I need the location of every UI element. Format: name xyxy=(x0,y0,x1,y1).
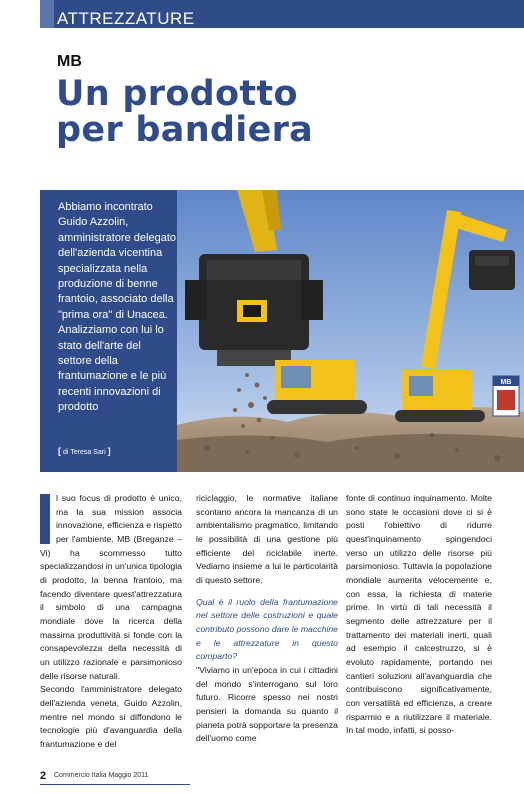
paragraph: Secondo l'amministratore delegato dell'azienda veneta, Guido Azzolin, mentre nel mondo si diffondono le tecnologie più d'avanguardia della frantumazione e del xyxy=(40,684,182,749)
page-footer xyxy=(40,768,524,788)
article-kicker: MB xyxy=(57,53,82,70)
magazine-name: Commercio Italia Maggio 2011 xyxy=(54,772,149,779)
left-excavator-body xyxy=(267,360,367,414)
byline xyxy=(58,446,111,456)
hero xyxy=(40,190,524,472)
column-3 xyxy=(346,492,492,738)
page-number: 2 xyxy=(40,770,47,782)
byline-text: di Teresa Sari xyxy=(62,449,106,456)
section-label: ATTREZZATURE xyxy=(57,9,195,28)
paragraph: l suo focus di prodotto è unico, ma la sua mission associa innovazione, efficienza e rispetto per l'ambiente. MB (Breganze – Vi) ha scommesso tutto specializzandosi in un'unica tipologia di prodotto, la benna frantoio, ma facendo diventare quest'attrezzatura il simbolo di una campagna mondiale dove la ricerca della massima produttività si fonde con la consapevolezza della necessità di un utilizzo razionale e parsimonioso delle risorse naturali. xyxy=(40,493,182,681)
article-headline xyxy=(56,76,313,148)
paragraph: fonte di continuo inquinamento. Molte sono state le occasioni dove ci si è posti l'obiettivo di ridurre quest'inquinamento spingendoci verso un utilizzo delle risorse più parsimonioso. Tuttavia la popolazione mondiale aumenta velocemente e, con essa, la richiesta di materie prime. In virtù di tali necessità il segmento delle attrezzature per il trattamento dei materiali inerti, quali ad esempio il calcestruzzo, si è evoluto rapidamente, portando nei cantieri soluzioni all'avanguardia che contribuiscono significativamente, con versatilità ed efficienza, a creare risparmio e a riutilizzare il materiale. In tal modo, infatti, si posso- xyxy=(346,493,492,736)
section-band-accent xyxy=(40,0,54,28)
column-2 xyxy=(196,492,338,746)
footer-rule xyxy=(40,784,190,785)
excavator-illustration xyxy=(177,190,524,472)
paragraph: "Viviamo in un'epoca in cui i cittadini del mondo s'interrogano sul loro futuro. Ricorre spesso nei nostri pensieri la domanda su quanto il pianeta potrà sopportare la presenza dell'uomo come xyxy=(196,664,338,744)
article-body xyxy=(40,492,492,770)
headline-line-2: per bandiera xyxy=(56,110,314,150)
mb-sign-text: MB xyxy=(500,379,512,386)
byline-bracket-close: ] xyxy=(107,446,111,456)
headline-line-1: Un prodotto xyxy=(56,74,298,114)
interview-question: Qual è il ruolo della frantumazione nel settore delle costruzioni e quale contributo possono dare le macchine e le attrezzature in questo comparto? xyxy=(196,596,338,662)
mb-sign xyxy=(493,376,519,416)
intro-text: Abbiamo incontrato Guido Azzolin, amministratore delegato dell'azienda vicentina specializzata nella produzione di benne frantoio, associato della "prima ora" di Unacea. Analizziamo con lui lo stato dell'arte del settore della frantumazione e le più recenti innovazioni di prodotto xyxy=(58,201,177,414)
excavator-photo xyxy=(177,190,524,472)
column-1 xyxy=(40,492,182,751)
byline-bracket-open: [ xyxy=(58,446,61,456)
drop-cap xyxy=(40,494,50,544)
intro-panel xyxy=(40,190,177,472)
paragraph: riciclaggio, le normative italiane scontano ancora la mancanza di un ambientalismo pragmatico, limitando le possibilità di una gestione più efficiente del riciclabile inerte. Vediamo insieme a lui le particolarità di questo settore. xyxy=(196,493,338,585)
